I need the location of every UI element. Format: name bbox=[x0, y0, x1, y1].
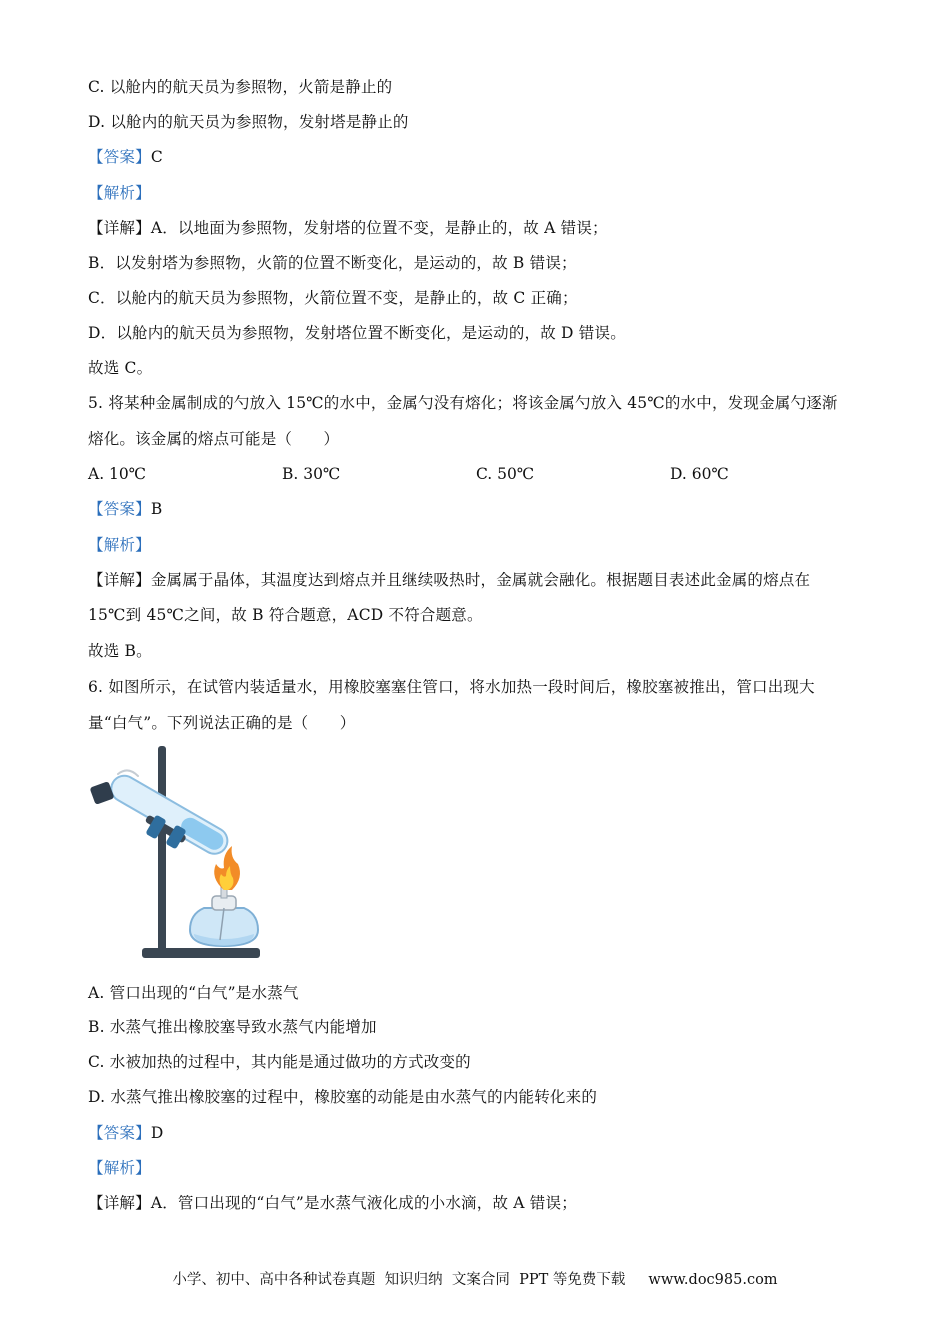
detail-line: 【详解】金属属于晶体，其温度达到熔点并且继续吸热时，金属就会融化。根据题目表述此金属的熔点在 bbox=[88, 571, 811, 589]
conclusion-line: 故选 B。 bbox=[88, 642, 152, 660]
alcohol-lamp bbox=[190, 886, 258, 946]
analysis-tag: 【解析】 bbox=[88, 1159, 151, 1177]
answer-line: 【答案】D bbox=[88, 1124, 164, 1142]
q6-option-b: B. 水蒸气推出橡胶塞导致水蒸气内能增加 bbox=[88, 1018, 377, 1036]
text-line: 15℃到 45℃之间，故 B 符合题意，ACD 不符合题意。 bbox=[88, 606, 483, 624]
question-6-stem: 量“白气”。下列说法正确的是（ ） bbox=[88, 714, 356, 732]
q6-option-d: D. 水蒸气推出橡胶塞的过程中，橡胶塞的动能是由水蒸气的内能转化来的 bbox=[88, 1088, 598, 1106]
answer-tag: 【答案】 bbox=[88, 500, 151, 518]
detail-tag: 【详解】 bbox=[88, 571, 151, 589]
text-line: C. 以舱内的航天员为参照物，火箭是静止的 bbox=[88, 78, 393, 96]
conclusion-line: 故选 C。 bbox=[88, 359, 153, 377]
answer-tag: 【答案】 bbox=[88, 1124, 151, 1142]
detail-line: 【详解】A．以地面为参照物，发射塔的位置不变，是静止的，故 A 错误； bbox=[88, 219, 608, 237]
test-tube-experiment-figure bbox=[84, 744, 274, 966]
text-line: D. 以舱内的航天员为参照物，发射塔是静止的 bbox=[88, 113, 409, 131]
answer-tag: 【答案】 bbox=[88, 148, 151, 166]
answer-line: 【答案】C bbox=[88, 148, 163, 166]
stand-rod bbox=[158, 746, 166, 954]
detail-tag: 【详解】 bbox=[88, 219, 151, 237]
question-5-stem: 熔化。该金属的熔点可能是（ ） bbox=[88, 430, 340, 448]
q5-option-d: D. 60℃ bbox=[670, 465, 729, 483]
rubber-stopper bbox=[90, 781, 115, 805]
q6-option-c: C. 水被加热的过程中，其内能是通过做功的方式改变的 bbox=[88, 1053, 471, 1071]
q6-option-a: A. 管口出现的“白气”是水蒸气 bbox=[88, 984, 299, 1002]
question-5-stem: 5. 将某种金属制成的勺放入 15℃的水中，金属勺没有熔化；将该金属勺放入 45℃的水中，发现金属勺逐渐 bbox=[88, 394, 838, 412]
q5-option-b: B. 30℃ bbox=[282, 465, 341, 483]
detail-tag: 【详解】 bbox=[88, 1194, 151, 1212]
answer-line: 【答案】B bbox=[88, 500, 163, 518]
analysis-line bbox=[88, 1158, 151, 1178]
detail-line: 【详解】A．管口出现的“白气”是水蒸气液化成的小水滴，故 A 错误； bbox=[88, 1194, 577, 1212]
text-line: D．以舱内的航天员为参照物，发射塔位置不断变化，是运动的，故 D 错误。 bbox=[88, 324, 626, 342]
q5-option-c: C. 50℃ bbox=[476, 465, 535, 483]
analysis-line bbox=[88, 535, 151, 555]
analysis-tag: 【解析】 bbox=[88, 184, 151, 202]
page-footer: 小学、初中、高中各种试卷真题 知识归纳 文案合同 PPT 等免费下载 www.doc985.com bbox=[172, 1272, 778, 1288]
text-line: B．以发射塔为参照物，火箭的位置不断变化，是运动的，故 B 错误； bbox=[88, 254, 577, 272]
analysis-line bbox=[88, 183, 151, 203]
analysis-tag: 【解析】 bbox=[88, 536, 151, 554]
text-line: C．以舱内的航天员为参照物，火箭位置不变，是静止的，故 C 正确； bbox=[88, 289, 578, 307]
q5-option-a: A. 10℃ bbox=[88, 465, 147, 483]
question-6-stem: 6. 如图所示，在试管内装适量水，用橡胶塞塞住管口，将水加热一段时间后，橡胶塞被推出，管口出现大 bbox=[88, 678, 815, 696]
